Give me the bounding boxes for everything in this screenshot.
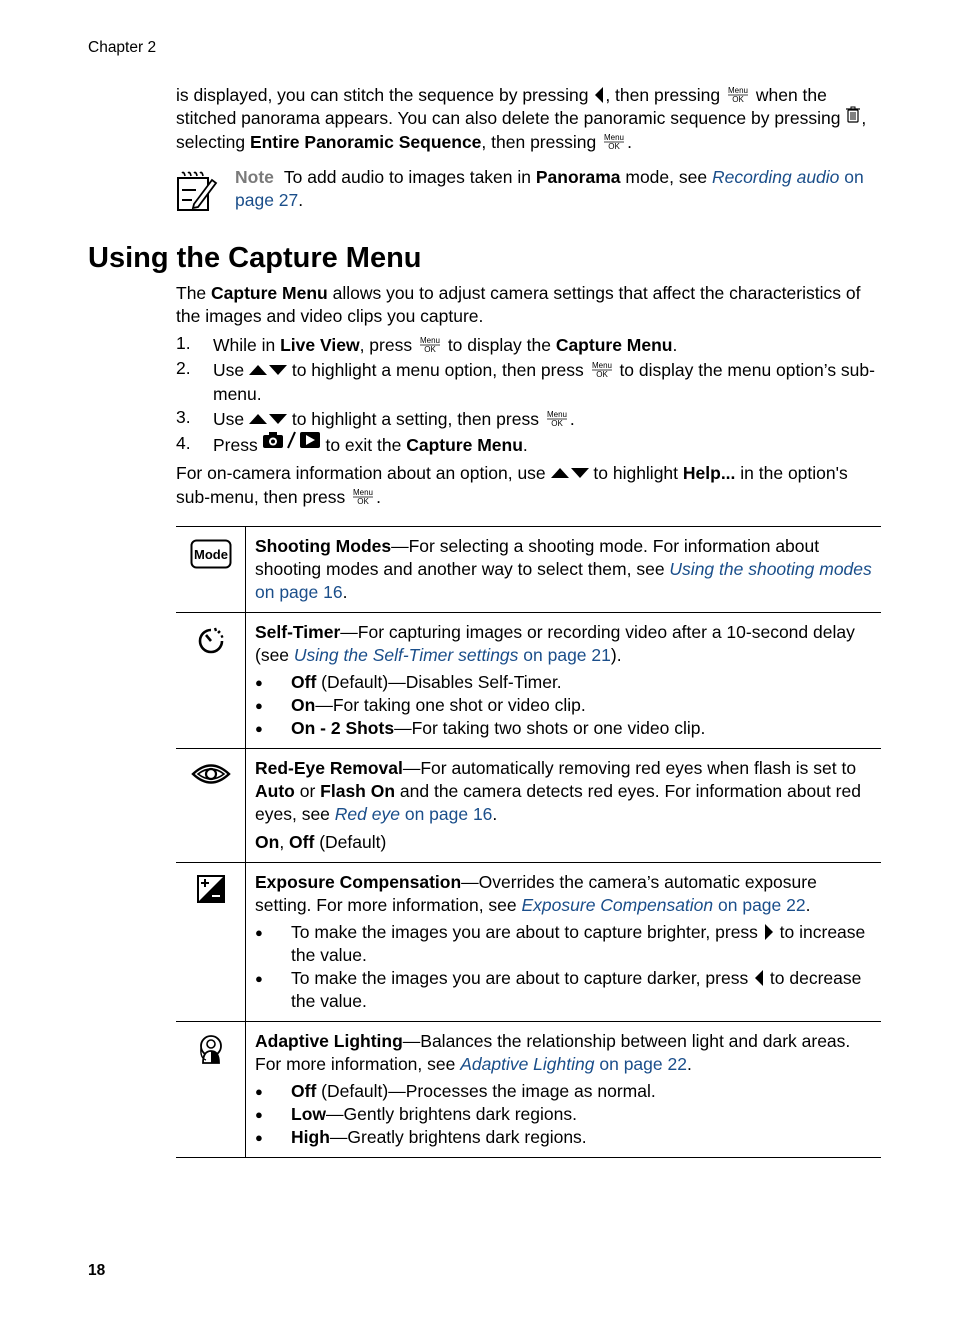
list-item [255, 671, 873, 694]
mode-icon-text: Mode [193, 547, 228, 562]
body-text: The [176, 283, 212, 303]
list-item [255, 921, 873, 967]
step-text: to highlight a menu option, then press [286, 360, 589, 380]
svg-text:Menu: Menu [727, 85, 748, 95]
menu-ok-icon [725, 86, 751, 103]
bullet-bold: Low [291, 1104, 326, 1124]
list-item [255, 717, 873, 740]
step-item [176, 334, 882, 357]
svg-text:OK: OK [357, 496, 369, 505]
link-page[interactable]: on page 22 [713, 895, 806, 915]
body-text: For on-camera information about an option, use [176, 463, 551, 483]
option-text: —For selecting a shooting mode. For information about shooting modes and another way to select them, see [255, 536, 820, 579]
body-bold: Capture Menu [211, 283, 328, 303]
exposure-compensation-icon [197, 875, 225, 909]
exposure-compensation-link[interactable] [522, 895, 806, 915]
section-intro [176, 282, 882, 328]
step-bold: Capture Menu [555, 335, 673, 355]
step-text: , press [359, 335, 417, 355]
bullet-text: to increase the value. [291, 922, 866, 965]
page-number: 18 [88, 1262, 106, 1279]
option-text: —For automatically removing red eyes when flash is set to [402, 758, 857, 778]
table-row [176, 613, 881, 749]
list-item [255, 1103, 873, 1126]
step-bold: Capture Menu [406, 434, 523, 455]
link-page[interactable]: on page 16 [255, 582, 343, 602]
option-values [255, 831, 873, 854]
chapter-header: Chapter 2 [88, 39, 157, 56]
bullet-bold: High [291, 1127, 330, 1147]
option-text: . [492, 804, 498, 824]
link-page[interactable]: on page 16 [399, 804, 493, 824]
bullet-bold: Off [291, 672, 317, 692]
step-number: 1. [176, 333, 191, 353]
self-timer-settings-link[interactable] [294, 645, 611, 665]
option-description [246, 527, 882, 613]
icon-cell [176, 749, 246, 863]
svg-text:Menu: Menu [546, 409, 567, 419]
bullet-bold: On [291, 695, 316, 715]
step-text: While in [213, 335, 281, 355]
bullet-text: —For taking two shots or one video clip. [394, 718, 706, 738]
intro-paragraph [176, 84, 882, 154]
intro-bold: Entire Panoramic Sequence [249, 131, 482, 152]
step-item [176, 359, 882, 406]
step-text: . [522, 434, 528, 455]
step-text: to exit the [320, 434, 407, 455]
svg-text:Menu: Menu [419, 335, 440, 345]
capture-menu-options-table [176, 526, 881, 1158]
intro-text: . [627, 131, 632, 152]
bullet-text: to decrease the value. [291, 968, 862, 1011]
option-text: —Overrides the camera’s automatic exposure setting. For more information, see [255, 872, 817, 915]
option-text: ). [610, 645, 622, 665]
step-text: Use [213, 408, 249, 429]
step-text: . [569, 408, 575, 429]
note-body: To add audio to images taken in [283, 167, 536, 187]
bullet-text: To make the images you are about to capture darker, press [291, 968, 754, 988]
option-description [246, 863, 882, 1022]
option-bullets [255, 671, 873, 740]
menu-ok-icon [417, 336, 443, 353]
link-page[interactable]: on page 21 [518, 645, 611, 665]
option-text: and the camera detects red eyes. For information about red eyes, see [255, 781, 861, 824]
value-bold: On [255, 832, 280, 852]
link-text[interactable]: Adaptive Lighting [460, 1054, 595, 1074]
step-text: Use [213, 360, 249, 380]
option-title: Red-Eye Removal [255, 758, 403, 778]
note-bold: Panorama [535, 167, 621, 187]
left-arrow-icon [755, 970, 763, 986]
option-title: Exposure Compensation [255, 872, 462, 892]
step-bold: Live View [280, 335, 360, 355]
bullet-text: —Gently brightens dark regions. [326, 1104, 577, 1124]
option-description [246, 613, 882, 749]
link-text[interactable]: Recording audio [711, 167, 840, 187]
self-timer-icon [195, 625, 227, 663]
link-text[interactable]: Using the shooting modes [669, 559, 872, 579]
intro-text: is displayed, you can stitch the sequence by pressing [176, 85, 594, 105]
icon-cell [176, 613, 246, 749]
link-page[interactable]: on page 22 [594, 1054, 687, 1074]
icon-cell [176, 863, 246, 1022]
note-text [235, 166, 882, 212]
camera-playback-icon [263, 431, 321, 455]
eye-icon [191, 761, 231, 793]
list-item [255, 967, 873, 1013]
option-text: —Balances the relationship between light and dark areas. For more information, see [255, 1031, 851, 1074]
body-text: allows you to adjust camera settings that affect the characteristics of the images and video clips you capture. [176, 283, 861, 326]
adaptive-lighting-link[interactable] [460, 1054, 687, 1074]
steps-list [176, 334, 882, 460]
menu-ok-icon [544, 410, 570, 427]
icon-cell [176, 1022, 246, 1158]
value-text: (Default) [314, 832, 387, 852]
value-text: , [279, 832, 290, 852]
link-text[interactable]: Using the Self-Timer settings [293, 645, 519, 665]
link-text[interactable]: Red eye [334, 804, 400, 824]
body-text: in the option's sub-menu, then press [176, 463, 848, 507]
step-number: 3. [176, 406, 191, 427]
table-row [176, 749, 881, 863]
step-text: . [672, 335, 678, 355]
option-text: . [686, 1054, 692, 1074]
option-bullets [255, 1080, 873, 1149]
step-item [176, 434, 882, 458]
svg-text:OK: OK [732, 94, 744, 103]
body-text: . [376, 486, 381, 507]
option-text: or [294, 781, 321, 801]
option-text: —For capturing images or recording video after a 10-second delay (see [255, 622, 855, 665]
step-item [176, 408, 882, 432]
value-bold: Off [289, 832, 315, 852]
body-bold: Help... [682, 463, 736, 483]
bullet-bold: Off [291, 1081, 317, 1101]
step-text: to highlight a setting, then press [286, 408, 544, 429]
table-row [176, 1022, 881, 1158]
option-bullets [255, 921, 873, 1013]
mode-icon [190, 539, 232, 575]
svg-text:OK: OK [551, 418, 563, 427]
menu-ok-icon [589, 361, 615, 378]
icon-cell [176, 527, 246, 613]
list-item [255, 694, 873, 717]
step-number: 4. [176, 432, 191, 453]
list-item [255, 1126, 873, 1149]
bullet-text: (Default)—Processes the image as normal. [316, 1081, 656, 1101]
trash-icon [845, 106, 861, 129]
bullet-text: To make the images you are about to capture brighter, press [291, 922, 763, 942]
note-body: mode, see [620, 167, 712, 187]
oncamera-paragraph [176, 462, 882, 509]
menu-ok-icon [601, 133, 627, 150]
section-heading: Using the Capture Menu [88, 242, 422, 274]
intro-text: , then pressing [481, 131, 602, 152]
bullet-text: —For taking one shot or video clip. [315, 695, 586, 715]
note-label: Note [235, 167, 274, 187]
note-icon [176, 170, 218, 218]
adaptive-lighting-icon [198, 1034, 224, 1070]
option-title: Adaptive Lighting [255, 1031, 403, 1051]
intro-text: , selecting [176, 108, 867, 152]
red-eye-link[interactable] [335, 804, 493, 824]
up-down-arrows-icon [551, 461, 589, 484]
link-text[interactable]: Exposure Compensation [521, 895, 714, 915]
option-title: Shooting Modes [255, 536, 392, 556]
option-text: . [805, 895, 811, 915]
option-description [246, 749, 882, 863]
svg-text:OK: OK [608, 141, 620, 150]
option-bold: Flash On [320, 781, 396, 801]
svg-text:Menu: Menu [353, 487, 374, 497]
svg-text:OK: OK [424, 344, 436, 353]
option-bold: Auto [255, 781, 295, 801]
intro-text: , then pressing [605, 85, 725, 105]
note-body: . [298, 190, 304, 210]
step-number: 2. [176, 358, 191, 378]
bullet-text: (Default)—Disables Self-Timer. [316, 672, 562, 692]
table-row [176, 863, 881, 1022]
intro-text: when the stitched panorama appears. You can also delete the panoramic sequence by pressing [176, 85, 846, 128]
right-arrow-icon [765, 924, 773, 940]
step-text: Press [213, 434, 263, 455]
list-item [255, 1080, 873, 1103]
step-text: to display the [442, 335, 556, 355]
svg-text:Menu: Menu [591, 360, 612, 370]
option-text: . [342, 582, 348, 602]
body-text: to highlight [588, 463, 683, 483]
left-arrow-icon [595, 87, 603, 103]
table-row [176, 527, 881, 613]
up-down-arrows-icon [249, 407, 287, 430]
step-text: to display the menu option’s sub-menu. [213, 360, 875, 404]
menu-ok-icon [350, 488, 376, 505]
bullet-bold: On - 2 Shots [291, 718, 395, 738]
svg-text:Menu: Menu [604, 132, 625, 142]
link-page[interactable]: on page 27 [235, 167, 864, 210]
option-title: Self-Timer [255, 622, 341, 642]
up-down-arrows-icon [249, 358, 287, 381]
bullet-text: —Greatly brightens dark regions. [329, 1127, 587, 1147]
svg-text:OK: OK [595, 369, 608, 378]
option-description [246, 1022, 882, 1158]
